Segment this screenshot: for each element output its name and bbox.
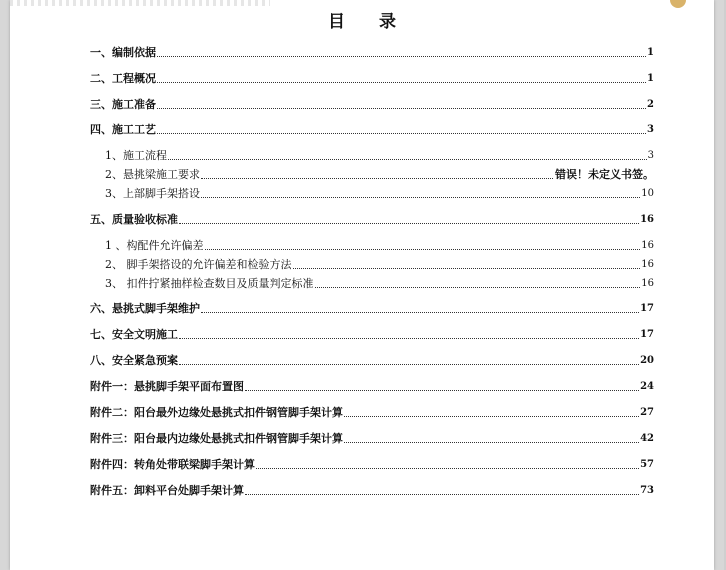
toc-entry[interactable] [90,147,654,163]
toc-leader-dots [157,81,646,83]
toc-leader-dots [157,132,646,134]
page-top-edge [10,0,270,6]
toc-entry-page: 10 [641,188,654,199]
toc-entry-page: 42 [640,433,654,444]
toc-entry[interactable] [90,237,654,253]
toc-entry-page: 2 [647,99,654,110]
toc-entry-page: 16 [641,278,654,289]
toc-entry[interactable] [90,185,654,201]
toc-entry-label: 1、施工流程 [105,149,167,162]
toc-entry-page: 16 [641,240,654,251]
toc-leader-dots [157,55,646,57]
toc-entry[interactable] [90,256,654,272]
toc-entry-page: 1 [647,73,654,84]
toc-entry-page: 27 [640,407,654,418]
toc-entry[interactable] [90,211,654,227]
toc-leader-dots [201,311,639,313]
toc-entry-label: 七、安全文明施工 [90,328,178,341]
toc-entry-label: 四、施工工艺 [90,123,156,136]
toc-entry-page: 20 [640,355,654,366]
toc-entry-page: 24 [640,381,654,392]
toc-leader-dots [344,441,639,443]
toc-entry-label: 八、安全紧急预案 [90,354,178,367]
toc-entry[interactable] [90,430,654,446]
toc-leader-dots [256,467,639,469]
toc-entry-label: 一、编制依据 [90,46,156,59]
toc-entry[interactable] [90,482,654,498]
toc-leader-dots [205,248,641,250]
toc-leader-dots [245,493,639,495]
toc-leader-dots [201,196,640,198]
toc-title: 目 录 [328,12,410,32]
toc-entry[interactable] [90,96,654,112]
toc-entry-label: 2、 脚手架搭设的允许偏差和检验方法 [105,258,292,271]
toc-leader-dots [179,222,639,224]
toc-entry-label: 3、上部脚手架搭设 [105,187,200,200]
toc-entry[interactable] [90,275,654,291]
toc-entry-label: 六、悬挑式脚手架维护 [90,302,200,315]
toc-entry[interactable] [90,44,654,60]
toc-entry-page: 17 [640,303,654,314]
toc-entry-page: 错误！未定义书签。 [555,168,654,181]
toc-leader-dots [245,389,639,391]
toc-entry-page: 17 [640,329,654,340]
toc-entry-label: 附件二：阳台最外边缘处悬挑式扣件钢管脚手架计算 [90,406,343,419]
toc-entry-page: 73 [640,485,654,496]
toc-entry[interactable] [90,121,654,137]
toc-leader-dots [157,107,646,109]
toc-leader-dots [315,286,641,288]
toc-entry-label: 3、 扣件拧紧抽样检查数目及质量判定标准 [105,277,314,290]
toc-entry-label: 三、施工准备 [90,98,156,111]
toc-entry-page: 16 [641,259,654,270]
toc-entry[interactable] [90,352,654,368]
toc-entry[interactable] [90,378,654,394]
toc-leader-dots [179,363,639,365]
toc-leader-dots [293,267,641,269]
toc-entry-page: 3 [647,150,654,161]
toc-entry[interactable] [90,70,654,86]
toc-leader-dots [179,337,639,339]
toc-entry-label: 2、悬挑梁施工要求 [105,168,200,181]
toc-entry[interactable] [90,300,654,316]
toc-entry[interactable] [90,404,654,420]
toc-leader-dots [168,158,647,160]
toc-entry-label: 五、质量验收标准 [90,213,178,226]
toc-entry[interactable] [90,326,654,342]
document-page [10,0,714,570]
toc-entry-label: 附件五：卸料平台处脚手架计算 [90,484,244,497]
toc-entry[interactable] [90,456,654,472]
toc-leader-dots [344,415,639,417]
toc-entry-label: 附件四：转角处带联梁脚手架计算 [90,458,255,471]
toc-entry-label: 附件一：悬挑脚手架平面布置图 [90,380,244,393]
toc-entry-label: 二、工程概况 [90,72,156,85]
toc-entry[interactable] [90,166,654,182]
toc-entry-label: 附件三：阳台最内边缘处悬挑式扣件钢管脚手架计算 [90,432,343,445]
toc-entry-page: 3 [647,124,654,135]
toc-entry-page: 1 [647,47,654,58]
toc-leader-dots [201,177,553,179]
toc-entry-label: 1 、构配件允许偏差 [105,239,204,252]
toc-entry-page: 57 [640,459,654,470]
toc-entry-page: 16 [640,214,654,225]
